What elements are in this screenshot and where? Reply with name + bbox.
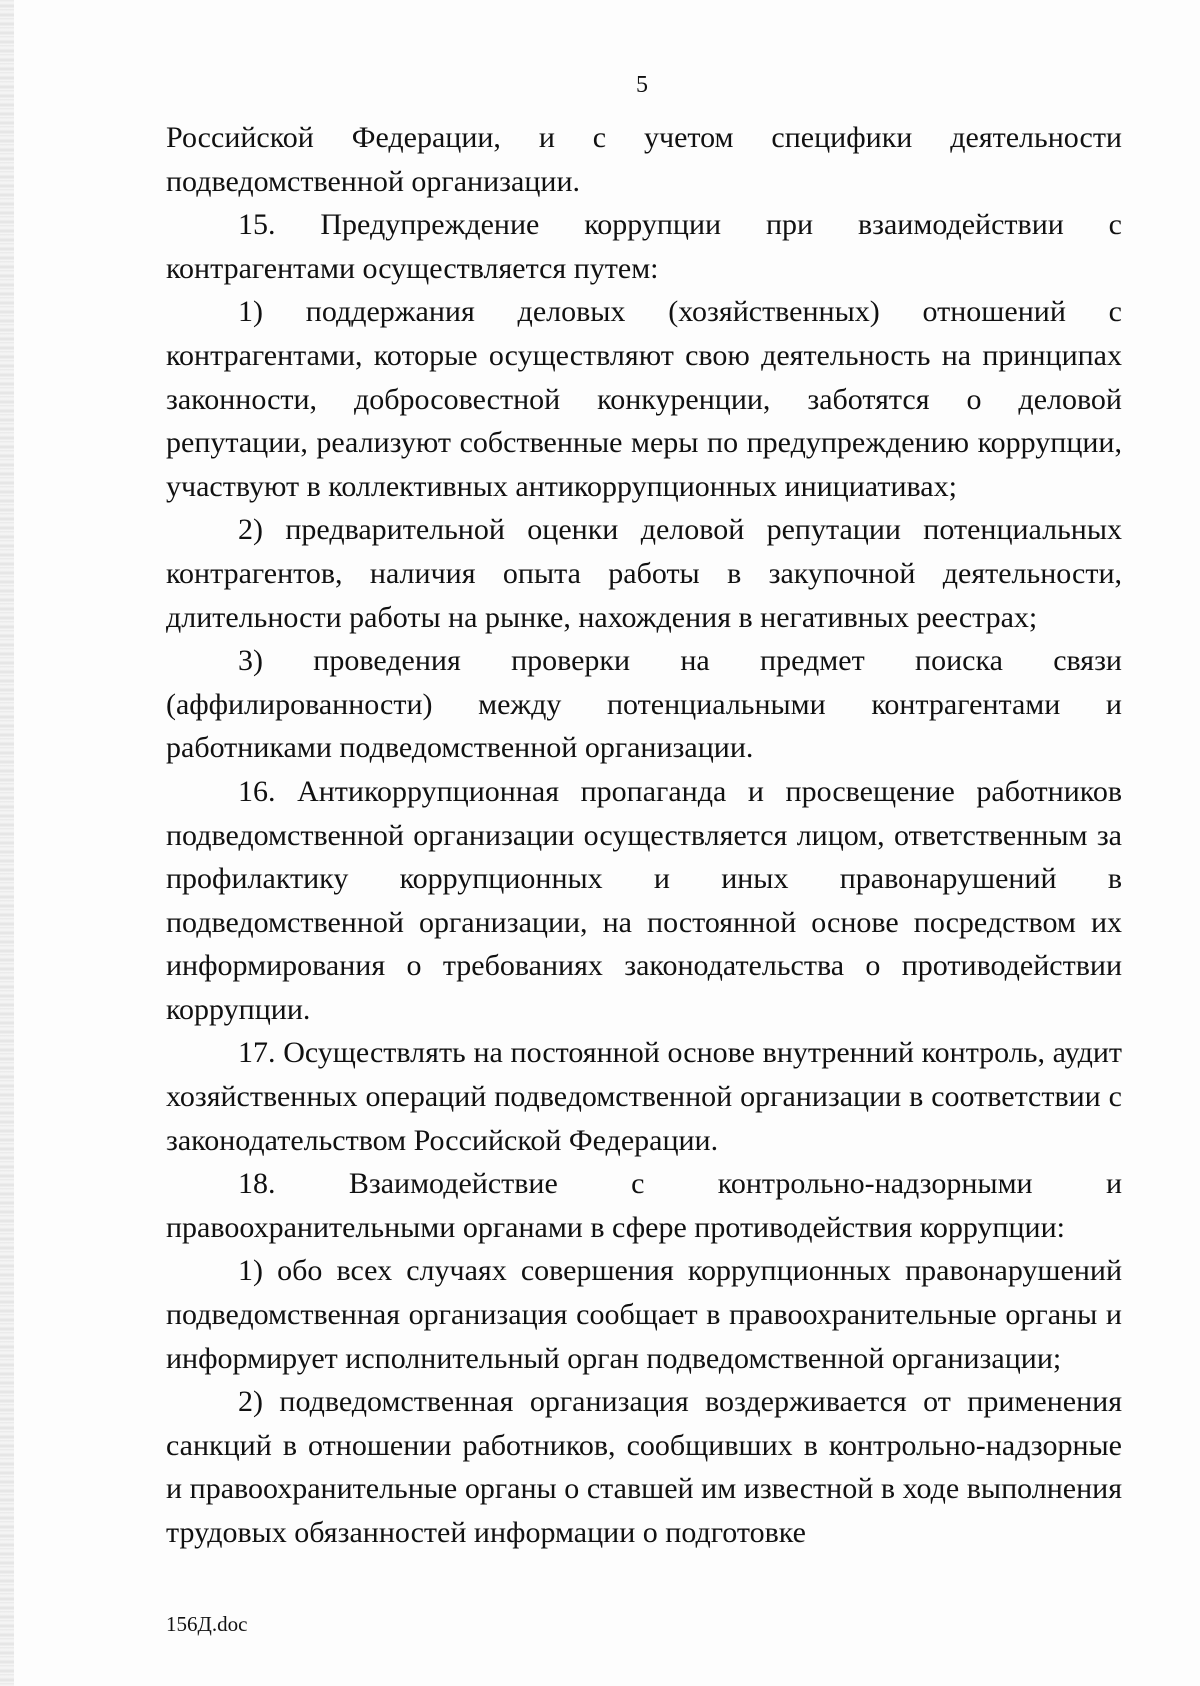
page-number: 5 xyxy=(636,72,648,98)
paragraph: 1) поддержания деловых (хозяйственных) отношений с контрагентами, которые осуществляют свою деятельность на принципах законности, добросовестной конкуренции, заботятся о деловой репутации, реализуют собственные меры по предупреждению коррупции, участвуют в коллективных антикоррупционных инициативах; xyxy=(166,295,1122,503)
paragraph: 17. Осуществлять на постоянной основе внутренний контроль, аудит хозяйственных операций подведомственной организации в соответствии с законодательством Российской Федерации. xyxy=(166,1036,1122,1157)
paragraph: 3) проведения проверки на предмет поиска связи (аффилированности) между потенциальными контрагентами и работниками подведомственной организации. xyxy=(166,644,1122,765)
paragraph: 1) обо всех случаях совершения коррупционных правонарушений подведомственная организация сообщает в правоохранительные органы и информирует исполнительный орган подведомственной организации; xyxy=(166,1254,1122,1375)
paragraph: Российской Федерации, и с учетом специфики деятельности подведомственной организации. xyxy=(166,121,1122,198)
scan-edge xyxy=(0,0,14,1686)
footer-filename: 156Д.doc xyxy=(166,1612,248,1636)
paragraph: 2) предварительной оценки деловой репутации потенциальных контрагентов, наличия опыта работы в закупочной деятельности, длительности работы на рынке, нахождения в негативных реестрах; xyxy=(166,513,1122,634)
paragraph: 15. Предупреждение коррупции при взаимодействии с контрагентами осуществляется путем: xyxy=(166,208,1122,285)
document-body xyxy=(166,116,1122,1555)
paragraph: 18. Взаимодействие с контрольно-надзорными и правоохранительными органами в сфере противодействия коррупции: xyxy=(166,1167,1122,1244)
paragraph: 16. Антикоррупционная пропаганда и просвещение работников подведомственной организации осуществляется лицом, ответственным за профилактику коррупционных и иных правонарушений в подведомственной организации, на постоянной основе посредством их информирования о требованиях законодательства о противодействии коррупции. xyxy=(166,774,1122,1026)
paragraph: 2) подведомственная организация воздерживается от применения санкций в отношении работников, сообщивших в контрольно-надзорные и правоохранительные органы о ставшей им известной в ходе выполнения трудовых обязанностей информации о подготовке xyxy=(166,1385,1122,1549)
